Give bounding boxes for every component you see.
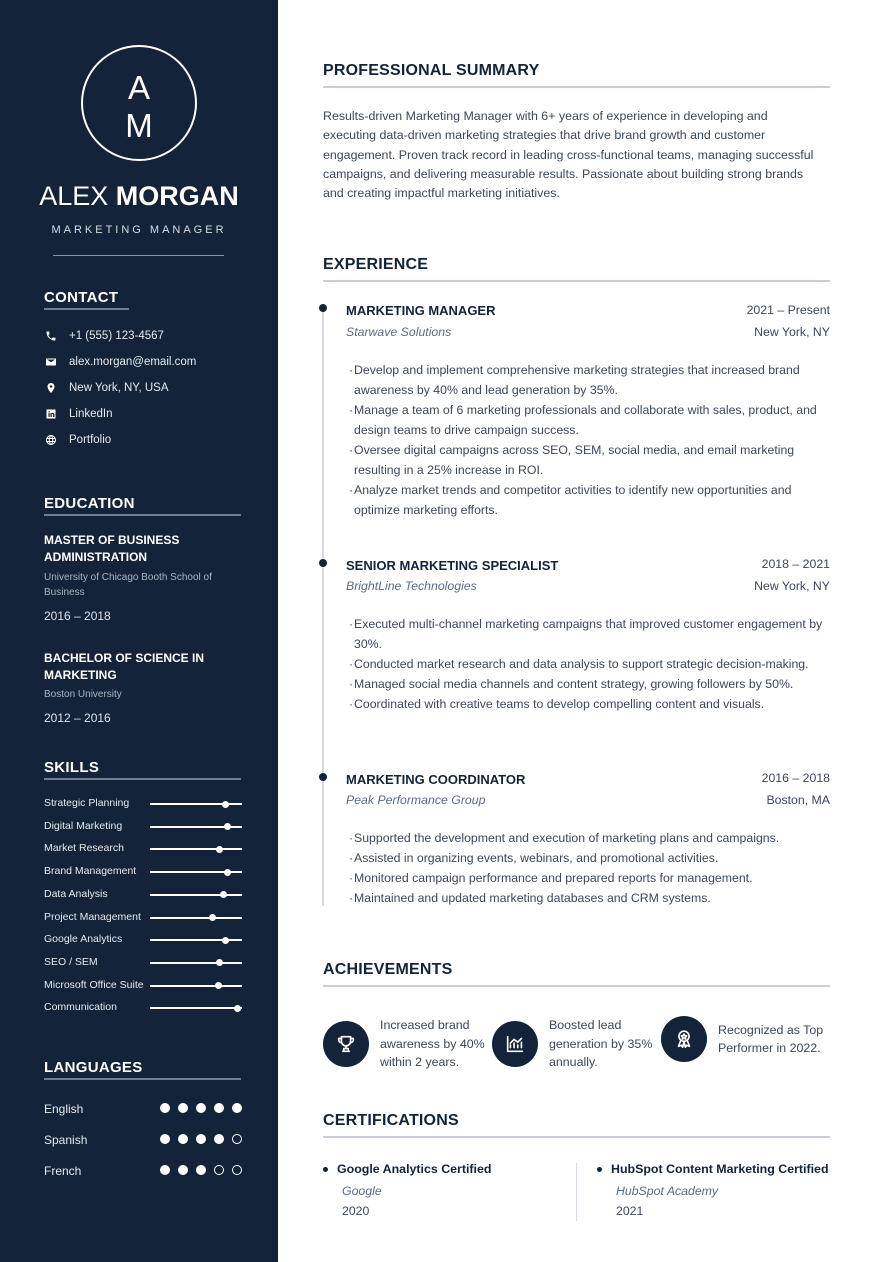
achievement-text (549, 1016, 652, 1072)
education-years-1: 2016 – 2018 (44, 609, 111, 623)
certification-issuer: HubSpot Academy (616, 1184, 719, 1198)
contact-heading: CONTACT (44, 289, 119, 306)
skill-label: Digital Marketing (44, 819, 123, 832)
skill-label: Communication (44, 1001, 117, 1014)
certification-title-text: Google Analytics Certified (337, 1162, 492, 1176)
certification-divider (576, 1163, 577, 1221)
education-degree-1: MASTER OF BUSINESS ADMINISTRATION (44, 533, 180, 564)
skill-bar (150, 962, 242, 964)
contact-portfolio[interactable] (44, 432, 111, 448)
education-school-1: University of Chicago Booth School of Business (44, 572, 212, 598)
skill-label: Brand Management (44, 865, 137, 878)
job-bullet: · Manage a team of 6 marketing professionals and collaborate with sales, product, and design teams to drive campaign success. (346, 400, 830, 440)
skill-label: Market Research (44, 842, 124, 855)
certification-title-text: HubSpot Content Marketing Certified (611, 1162, 829, 1176)
achievement-text (718, 1021, 823, 1058)
skill-level-marker (209, 914, 216, 921)
filled-dot-icon (160, 1103, 170, 1113)
education-school-2: Boston University (44, 689, 122, 700)
email-icon (44, 355, 58, 369)
achievement-item (661, 1016, 823, 1062)
achievement-line: generation by 35% (549, 1036, 653, 1051)
certification-year: 2021 (616, 1204, 644, 1218)
job-title: MARKETING MANAGER (346, 303, 496, 318)
job-location: New York, NY (754, 579, 830, 593)
globe-icon (44, 433, 58, 447)
job-bullet: · Oversee digital campaigns across SEO, SEM, social media, and email marketing resulting in a 25% increase in ROI. (346, 440, 830, 480)
contact-phone-text: +1 (555) 123-4567 (69, 330, 164, 342)
summary-rule (323, 86, 830, 88)
growth-chart-icon (492, 1021, 538, 1067)
skill-bar (150, 1007, 242, 1009)
job-dates: 2021 – Present (746, 303, 830, 317)
job-bullet: · Coordinated with creative teams to develop compelling content and visuals. (346, 694, 830, 714)
filled-dot-icon (160, 1134, 170, 1144)
achievement-line: Increased brand (380, 1018, 470, 1032)
skill-label: Data Analysis (44, 887, 108, 900)
skill-bar (150, 848, 242, 850)
skill-bar (150, 826, 242, 828)
monogram-avatar (81, 45, 197, 161)
empty-dot-icon (232, 1165, 242, 1175)
job-bullet: · Managed social media channels and content strategy, growing followers by 50%. (346, 674, 830, 694)
experience-timeline (322, 310, 324, 906)
filled-dot-icon (178, 1165, 188, 1175)
phone-icon (44, 329, 58, 343)
certification-title (597, 1162, 829, 1176)
sidebar (0, 0, 278, 1262)
job-role: MARKETING MANAGER (51, 224, 227, 236)
name-divider (53, 255, 224, 256)
achievement-line: Performer in 2022. (718, 1041, 821, 1055)
filled-dot-icon (214, 1103, 224, 1113)
filled-dot-icon (232, 1103, 242, 1113)
job-bullet: · Analyze market trends and competitor activities to identify new opportunities and optimize marketing efforts. (346, 480, 830, 520)
skill-level-marker (215, 982, 222, 989)
achievement-line: Recognized as Top (718, 1022, 824, 1037)
contact-email-text: alex.morgan@email.com (69, 356, 197, 368)
certification-item (323, 1162, 491, 1218)
certification-issuer: Google (342, 1184, 382, 1198)
job-bullet: · Monitored campaign performance and prepared reports for management. (346, 868, 830, 888)
achievement-item (492, 1016, 652, 1072)
skill-label: Project Management (44, 910, 141, 923)
skill-bar (150, 871, 242, 873)
skill-bar (150, 985, 242, 987)
certification-title (323, 1162, 491, 1176)
language-proficiency (160, 1103, 242, 1113)
contact-linkedin-text: LinkedIn (69, 408, 113, 420)
job-bullet: · Supported the development and execution of marketing plans and campaigns. (346, 828, 830, 848)
skill-level-marker (222, 801, 229, 808)
job-dates: 2016 – 2018 (761, 771, 830, 785)
filled-dot-icon (196, 1165, 206, 1175)
skills-heading: SKILLS (44, 759, 100, 776)
contact-phone[interactable] (44, 328, 164, 344)
bullet-icon (323, 1167, 328, 1172)
skill-label: Google Analytics (44, 933, 123, 946)
contact-portfolio-text: Portfolio (69, 434, 112, 446)
contact-location-text: New York, NY, USA (69, 382, 169, 394)
contact-rule (44, 308, 129, 310)
job-bullets (346, 614, 830, 714)
filled-dot-icon (160, 1165, 170, 1175)
filled-dot-icon (196, 1103, 206, 1113)
achievement-line: Boosted lead (549, 1018, 622, 1032)
job-company: Starwave Solutions (346, 325, 452, 339)
achievement-item (323, 1016, 485, 1072)
skills-rule (44, 778, 241, 780)
job-bullets (346, 828, 830, 908)
education-degree-2: BACHELOR OF SCIENCE IN MARKETING (44, 651, 205, 682)
contact-linkedin[interactable] (44, 406, 112, 422)
language-label: English (44, 1102, 84, 1116)
certifications-heading: CERTIFICATIONS (323, 1112, 459, 1129)
job-bullet: · Conducted market research and data analysis to support strategic decision-making. (346, 654, 830, 674)
filled-dot-icon (178, 1103, 188, 1113)
contact-email[interactable] (44, 354, 196, 370)
last-name: MORGAN (115, 181, 239, 211)
job-bullet: · Executed multi-channel marketing campaigns that improved customer engagement by 30%. (346, 614, 830, 654)
skill-bar (150, 894, 242, 896)
timeline-dot (319, 773, 327, 781)
trophy-icon (323, 1021, 369, 1067)
language-label: French (44, 1164, 82, 1178)
job-title: MARKETING COORDINATOR (346, 772, 526, 787)
skill-level-marker (234, 1005, 241, 1012)
language-proficiency (160, 1165, 242, 1175)
skill-level-marker (224, 823, 231, 830)
certification-year: 2020 (342, 1204, 370, 1218)
education-heading: EDUCATION (44, 495, 135, 512)
bullet-icon (597, 1167, 602, 1172)
experience-rule (323, 280, 830, 282)
job-bullets (346, 360, 830, 520)
full-name (0, 180, 278, 212)
achievement-line: annually. (549, 1055, 598, 1069)
timeline-dot (319, 304, 327, 312)
languages-heading: LANGUAGES (44, 1059, 143, 1076)
empty-dot-icon (232, 1134, 242, 1144)
skill-label: SEO / SEM (44, 955, 98, 968)
skill-bar (150, 803, 242, 805)
skill-level-marker (220, 891, 227, 898)
skill-level-marker (216, 959, 223, 966)
filled-dot-icon (214, 1134, 224, 1144)
achievement-line: awareness by 40% (380, 1036, 485, 1051)
first-name: ALEX (39, 181, 109, 211)
summary-text: Results-driven Marketing Manager with 6+ years of experience in developing and executing data-driven marketing strategies that drive brand growth and customer engagement. Proven track record in leading cross-functional teams, managing successful campaigns, and delivering measurable results. Passionate about building strong brands and creating impactful marketing initiatives. (323, 109, 814, 201)
job-bullet: · Maintained and updated marketing databases and CRM systems. (346, 888, 830, 908)
skill-bar (150, 917, 242, 919)
languages-rule (44, 1078, 241, 1080)
job-dates: 2018 – 2021 (761, 557, 830, 571)
certification-item (597, 1162, 829, 1218)
education-rule (44, 514, 241, 516)
skill-level-marker (216, 846, 223, 853)
job-bullet: · Develop and implement comprehensive marketing strategies that increased brand awareness by 40% and lead generation by 35%. (346, 360, 830, 400)
job-company: Peak Performance Group (346, 793, 486, 807)
linkedin-icon (44, 407, 58, 421)
job-location: New York, NY (754, 325, 830, 339)
experience-heading: EXPERIENCE (323, 256, 429, 273)
achievements-heading: ACHIEVEMENTS (323, 961, 453, 978)
education-years-2: 2012 – 2016 (44, 711, 111, 725)
skill-label: Microsoft Office Suite (44, 978, 144, 991)
monogram-last-initial: M (125, 107, 153, 144)
skill-level-marker (224, 869, 231, 876)
job-bullet: · Assisted in organizing events, webinars, and promotional activities. (346, 848, 830, 868)
filled-dot-icon (196, 1134, 206, 1144)
achievement-text (380, 1016, 485, 1072)
job-location: Boston, MA (766, 793, 830, 807)
job-company: BrightLine Technologies (346, 579, 477, 593)
skill-label: Strategic Planning (44, 797, 130, 809)
award-badge-icon (661, 1016, 707, 1062)
achievement-line: within 2 years. (380, 1055, 460, 1069)
job-title: SENIOR MARKETING SPECIALIST (346, 558, 559, 573)
skill-bar (150, 939, 242, 941)
summary-heading: PROFESSIONAL SUMMARY (323, 62, 540, 79)
contact-location (44, 380, 169, 396)
skill-level-marker (222, 937, 229, 944)
filled-dot-icon (178, 1134, 188, 1144)
monogram-first-initial: A (127, 69, 150, 106)
timeline-dot (319, 559, 327, 567)
certifications-rule (323, 1136, 830, 1138)
empty-dot-icon (214, 1165, 224, 1175)
language-proficiency (160, 1134, 242, 1144)
language-label: Spanish (44, 1133, 88, 1147)
achievements-rule (323, 985, 830, 987)
location-pin-icon (44, 381, 58, 395)
